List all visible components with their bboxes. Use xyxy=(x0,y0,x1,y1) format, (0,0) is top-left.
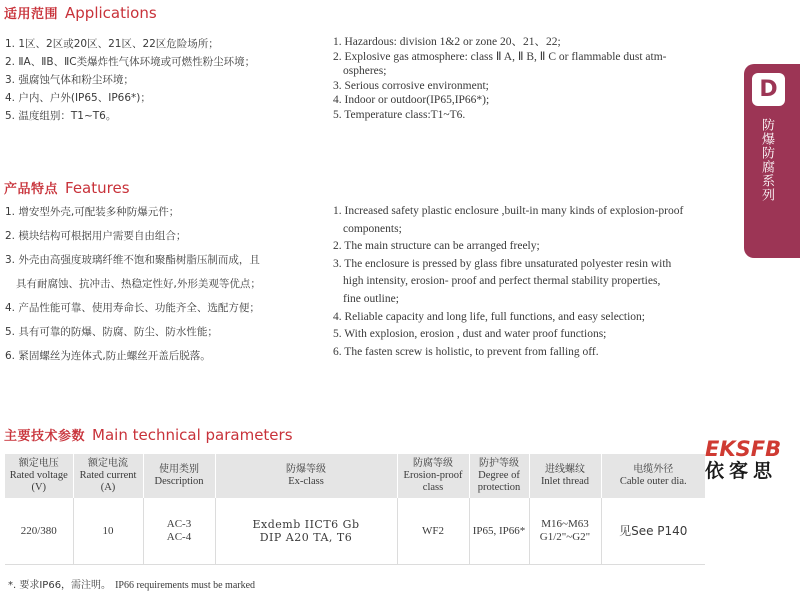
footnote xyxy=(8,576,255,591)
list-item: ospheres; xyxy=(343,65,387,77)
list-item: 6. The fasten screw is holistic, to prevent from falling off. xyxy=(333,345,599,358)
list-item: 1. Increased safety plastic enclosure ,built-in many kinds of explosion-proof xyxy=(333,205,684,217)
list-item: 5. Temperature class:T1~T6. xyxy=(333,108,466,121)
applications-list-cn xyxy=(5,35,255,125)
header-current: 额定电流 Rated current (A) xyxy=(73,454,143,498)
list-item: 2. 模块结构可根据用户需要自由组合； xyxy=(5,230,187,242)
header-erosion: 防腐等级 Erosion-proof class xyxy=(397,454,469,498)
features-list-cn xyxy=(5,200,261,368)
list-item: 4. 产品性能可靠、使用寿命长、功能齐全、选配方便； xyxy=(5,302,260,314)
list-item: 6. 紧固螺丝为连体式,防止螺丝开盖后脱落。 xyxy=(5,350,211,362)
list-item: 4. Reliable capacity and long life, full functions, and easy selection; xyxy=(333,310,645,323)
list-item: 2. The main structure can be arranged freely; xyxy=(333,240,540,253)
cell-description: AC-3 AC-4 xyxy=(143,498,215,565)
cell-voltage: 220/380 xyxy=(5,498,73,565)
list-item: 5. With explosion, erosion , dust and water proof functions; xyxy=(333,328,607,341)
list-item: 1. Hazardous: division 1&2 or zone 20、21、22; xyxy=(333,36,561,48)
applications-title-cn: 适用范围 xyxy=(4,7,59,22)
features-title xyxy=(4,178,130,197)
table-row xyxy=(5,498,705,565)
list-item: 4. 户内、户外(IP65、IP66*)； xyxy=(5,92,151,104)
features-title-en: Features xyxy=(65,179,130,197)
header-voltage: 额定电压 Rated voltage (V) xyxy=(5,454,73,498)
series-side-tab xyxy=(744,64,800,258)
list-item: 5. 温度组别：T1~T6。 xyxy=(5,110,117,122)
cell-erosion: WF2 xyxy=(397,498,469,565)
list-item: 3. 强腐蚀气体和粉尘环境； xyxy=(5,74,134,86)
features-title-cn: 产品特点 xyxy=(4,182,59,197)
cell-cable: 见See P140 xyxy=(601,498,705,565)
params-title xyxy=(4,425,293,444)
list-item: 3. The enclosure is pressed by glass fibre unsaturated polyester resin with xyxy=(333,257,672,270)
cell-current: 10 xyxy=(73,498,143,565)
cell-protection: IP65, IP66* xyxy=(469,498,529,565)
header-description: 使用类别 Description xyxy=(143,454,215,498)
list-item: 具有耐腐蚀、抗冲击、热稳定性好,外形美观等优点； xyxy=(16,278,261,290)
cell-exclass: Exdemb IICT6 Gb DIP A20 TA, T6 xyxy=(215,498,397,565)
series-name: 防爆防腐系列 xyxy=(759,118,774,202)
list-item: 3. Serious corrosive environment; xyxy=(333,79,489,92)
list-item: 4. Indoor or outdoor(IP65,IP66*); xyxy=(333,94,490,106)
list-item: 1. 增安型外壳,可配装多种防爆元件； xyxy=(5,206,180,218)
list-item: fine outline; xyxy=(343,292,399,305)
list-item: 3. 外壳由高强度玻璃纤维不饱和聚酯树脂压制而成，且 xyxy=(5,254,260,266)
list-item: components; xyxy=(343,222,402,235)
list-item: 2. Explosive gas atmosphere: class Ⅱ A, Ⅱ B, Ⅱ C or flammable dust atm- xyxy=(333,50,667,63)
cell-thread: M16~M63 G1/2"~G2" xyxy=(529,498,601,565)
list-item: 1. 1区、2区或20区、21区、22区危险场所； xyxy=(5,38,219,50)
list-item: high intensity, erosion- proof and perfect thermal stability properties, xyxy=(343,275,661,288)
list-item: 2. ⅡA、ⅡB、ⅡC类爆炸性气体环境或可燃性粉尘环境； xyxy=(5,56,256,68)
params-table xyxy=(5,454,705,565)
params-title-en: Main technical parameters xyxy=(92,426,293,444)
applications-list-en xyxy=(333,35,667,122)
footnote-cn: *. 要求IP66，需注明。 xyxy=(8,580,112,591)
series-letter: D xyxy=(752,73,785,106)
header-thread: 进线螺纹 Inlet thread xyxy=(529,454,601,498)
brand-logo xyxy=(705,438,800,482)
footnote-en: IP66 requirements must be marked xyxy=(115,580,256,591)
applications-title xyxy=(4,3,157,22)
applications-title-en: Applications xyxy=(65,4,157,22)
brand-name-en: EKSFB xyxy=(705,437,782,461)
features-list-en xyxy=(333,203,683,361)
header-protection: 防护等级 Degree of protection xyxy=(469,454,529,498)
table-header-row xyxy=(5,454,705,498)
list-item: 5. 具有可靠的防爆、防腐、防尘、防水性能； xyxy=(5,326,218,338)
header-cable: 电缆外径 Cable outer dia. xyxy=(601,454,705,498)
brand-name-cn: 依客思 xyxy=(705,460,778,482)
params-title-cn: 主要技术参数 xyxy=(4,429,86,444)
header-exclass: 防爆等级 Ex-class xyxy=(215,454,397,498)
